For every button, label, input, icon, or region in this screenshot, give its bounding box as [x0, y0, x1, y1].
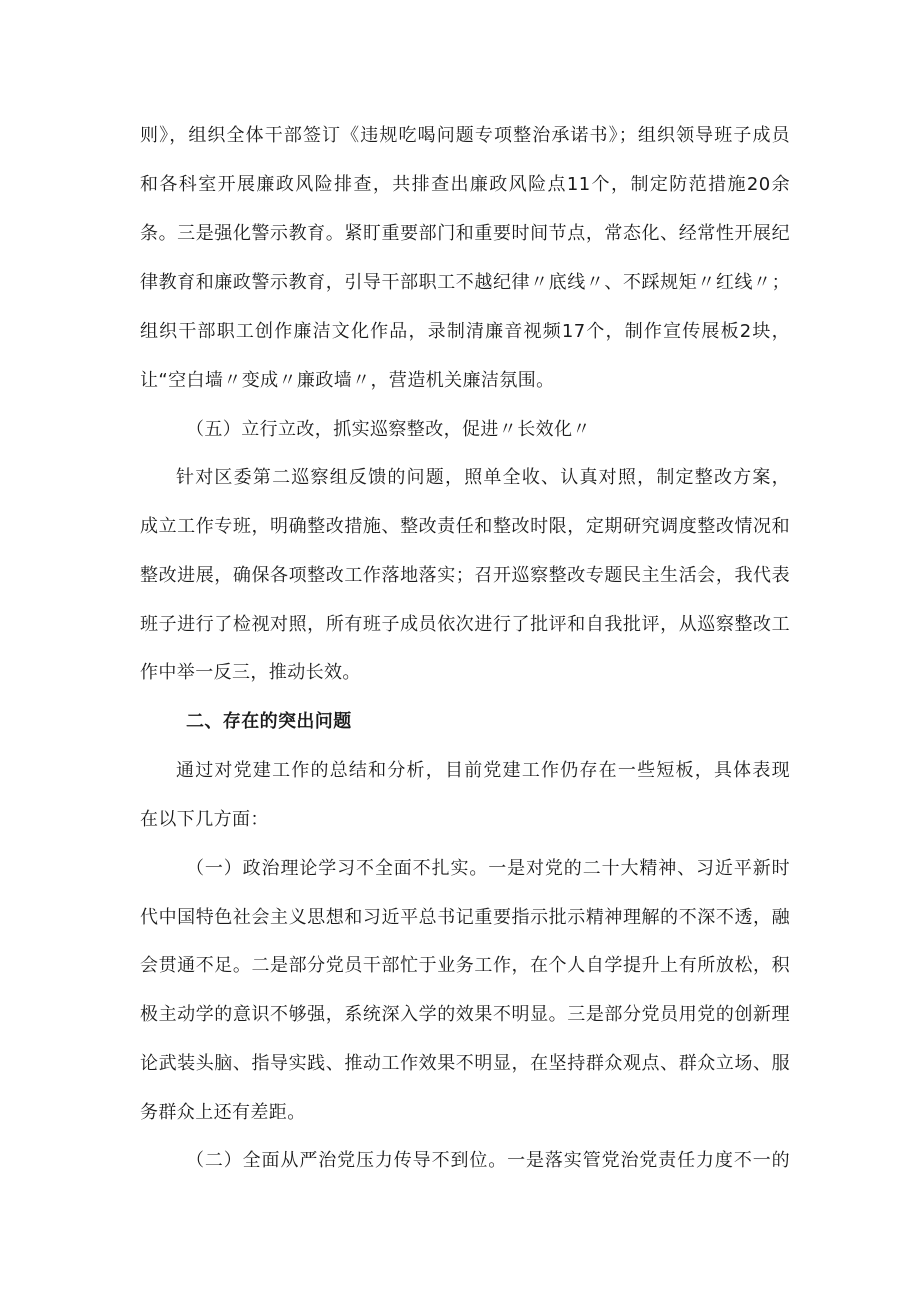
- text-line: 作中举一反三，推动长效。: [140, 662, 361, 683]
- main-heading: 二、存在的突出问题: [186, 711, 352, 732]
- text-line: 整改进展，确保各项整改工作落地落实；召开巡察整改专题民主生活会，我代表: [140, 565, 790, 586]
- text-line: 和各科室开展廉政风险排查，共排查出廉政风险点11个，制定防范措施20余: [140, 174, 790, 195]
- text-line: 组织干部职工创作廉洁文化作品，录制清廉音视频17个，制作宣传展板2块，: [140, 321, 790, 342]
- text-line: 让“空白墙〃变成〃廉政墙〃，营造机关廉洁氛围。: [140, 370, 555, 391]
- text-line: 论武装头脑、指导实践、推动工作效果不明显，在坚持群众观点、群众立场、服: [140, 1053, 790, 1074]
- text-line: 在以下几方面：: [140, 809, 269, 830]
- text-line: 条。三是强化警示教育。紧盯重要部门和重要时间节点，常态化、经常性开展纪: [140, 223, 790, 244]
- text-line: 班子进行了检视对照，所有班子成员依次进行了批评和自我批评，从巡察整改工: [140, 614, 790, 635]
- paragraph-first-line: 通过对党建工作的总结和分析，目前党建工作仍存在一些短板，具体表现: [176, 760, 790, 781]
- paragraph-first-line: （一）政治理论学习不全面不扎实。一是对党的二十大精神、习近平新时: [186, 858, 790, 879]
- text-line: 会贯通不足。二是部分党员干部忙于业务工作，在个人自学提升上有所放松，积: [140, 955, 790, 976]
- paragraph-first-line: （二）全面从严治党压力传导不到位。一是落实管党治党责任力度不一的: [186, 1150, 790, 1171]
- text-line: 则》，组织全体干部签订《违规吃喝问题专项整治承诺书》；组织领导班子成员: [140, 125, 790, 146]
- text-line: 成立工作专班，明确整改措施、整改责任和整改时限，定期研究调度整改情况和: [140, 516, 790, 537]
- paragraph-first-line: 针对区委第二巡察组反馈的问题，照单全收、认真对照，制定整改方案，: [176, 467, 790, 488]
- text-line: 代中国特色社会主义思想和习近平总书记重要指示批示精神理解的不深不透，融: [140, 907, 790, 928]
- section-heading: （五）立行立改，抓实巡察整改，促进〃长效化〃: [186, 419, 591, 440]
- text-line: 极主动学的意识不够强，系统深入学的效果不明显。三是部分党员用党的创新理: [140, 1004, 790, 1025]
- text-line: 务群众上还有差距。: [140, 1102, 306, 1123]
- text-line: 律教育和廉政警示教育，引导干部职工不越纪律〃底线〃、不踩规矩〃红线〃；: [140, 272, 790, 293]
